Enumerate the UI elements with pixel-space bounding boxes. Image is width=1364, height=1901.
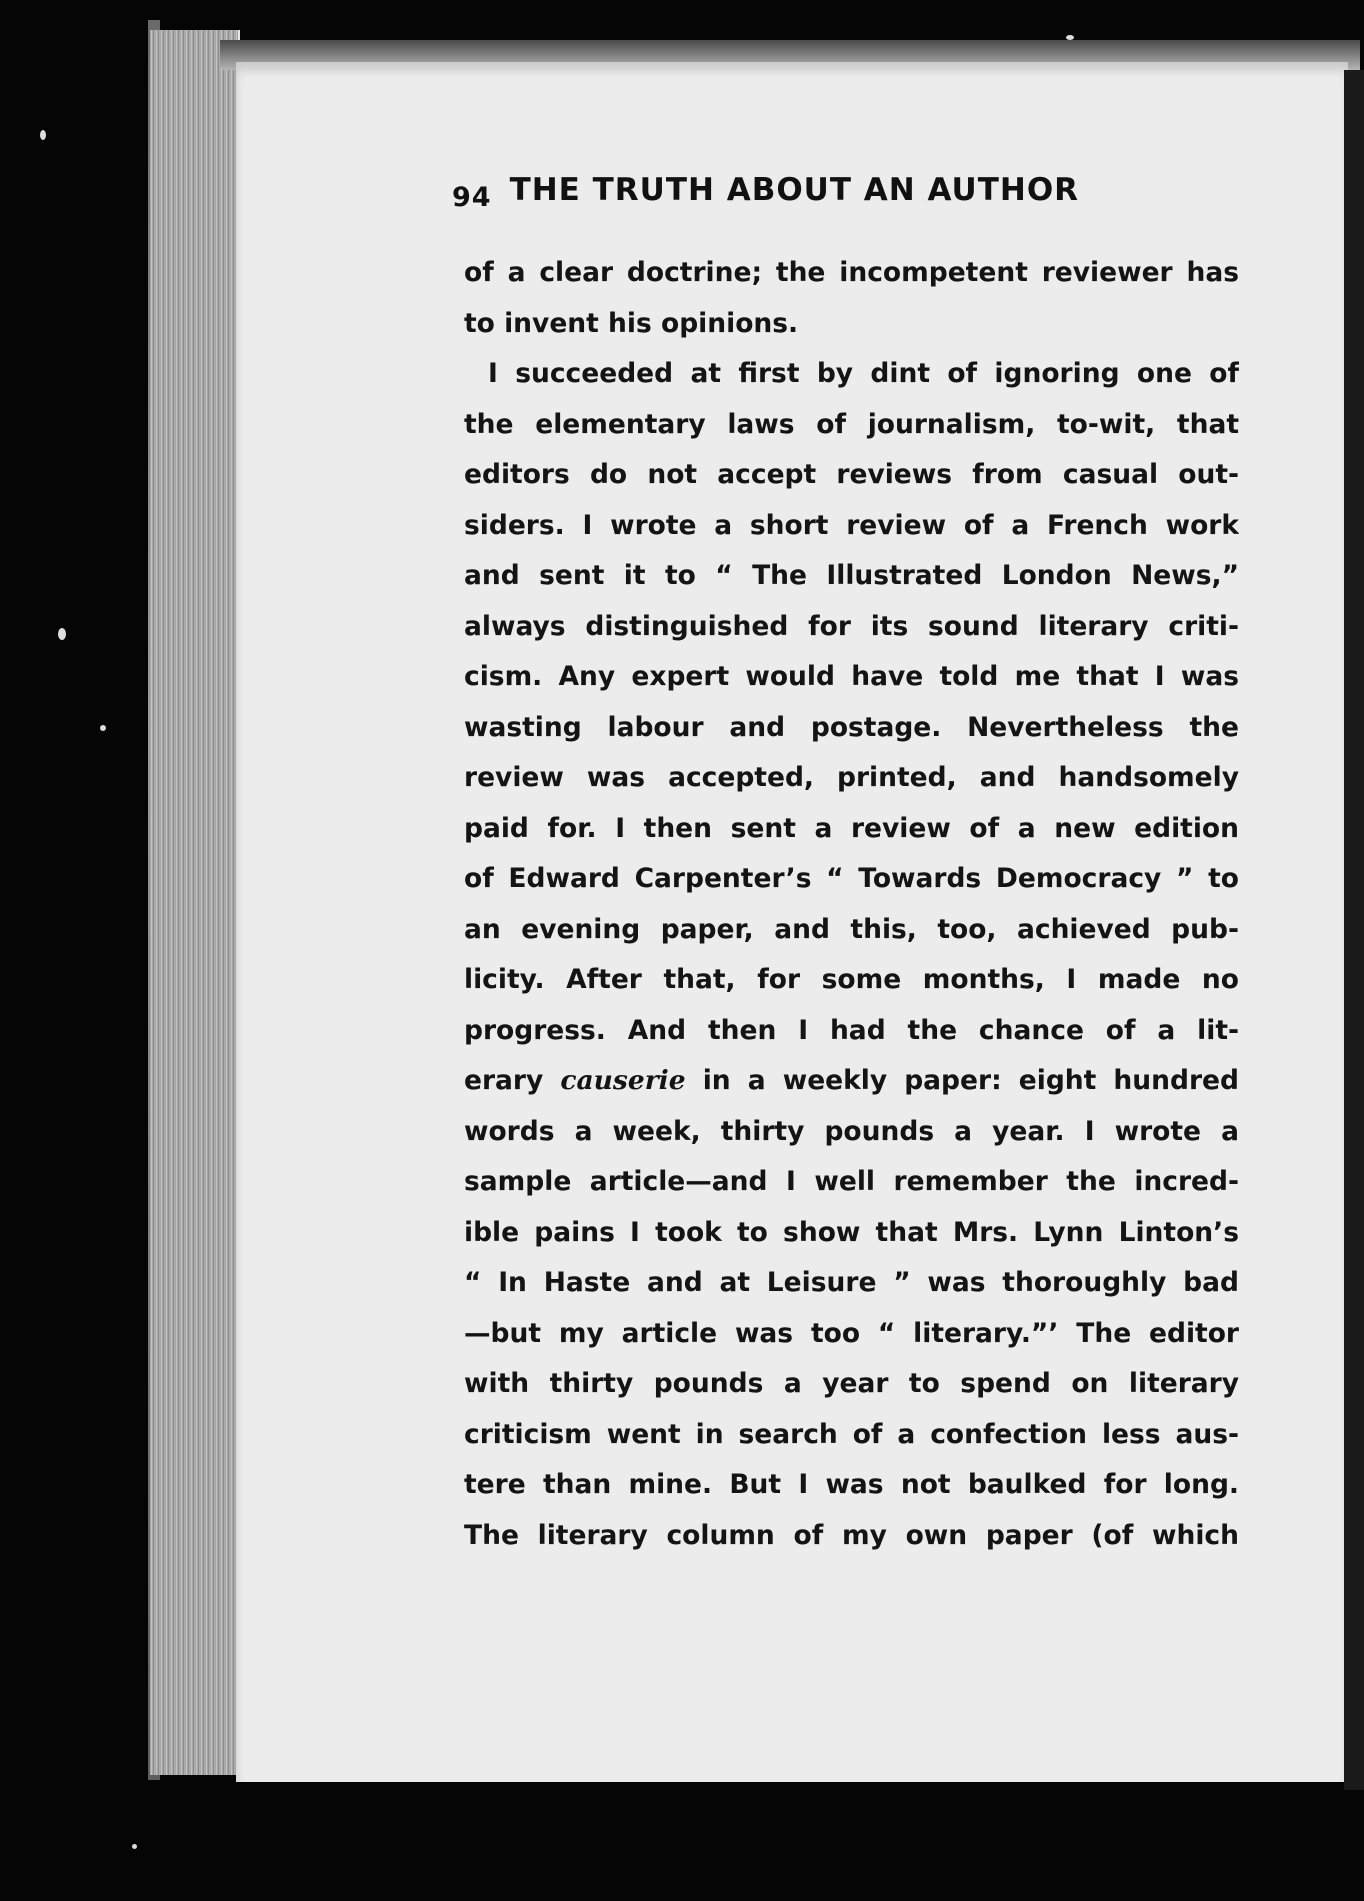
text-line: sample article—and I well remember the incred- <box>464 1166 1239 1197</box>
text-line: cism. Any expert would have told me that I was <box>464 661 1239 692</box>
text-line: and sent it to “ The Illustrated London News,” <box>464 560 1239 591</box>
next-page-edge <box>1344 70 1364 1790</box>
text-line: wasting labour and postage. Nevertheless the <box>464 711 1239 743</box>
text-line: with thirty pounds a year to spend on literary <box>464 1368 1239 1399</box>
text-line: an evening paper, and this, too, achieved pub- <box>464 913 1239 945</box>
text-line: review was accepted, printed, and handsomely <box>464 762 1239 793</box>
page-number: 94 <box>452 182 492 213</box>
text-line: tere than mine. But I was not baulked for long. <box>464 1469 1239 1500</box>
text-line: criticism went in search of a confection less aus- <box>464 1418 1239 1450</box>
text-line: licity. After that, for some months, I made no <box>464 964 1239 995</box>
text-line: siders. I wrote a short review of a French work <box>464 509 1239 541</box>
text-line: of a clear doctrine; the incompetent reviewer has <box>464 257 1239 288</box>
text-line: “ In Haste and at Leisure ” was thoroughly bad <box>464 1267 1239 1298</box>
text-line: progress. And then I had the chance of a lit- <box>464 1014 1239 1046</box>
text-line: ible pains I took to show that Mrs. Lynn Linton’s <box>464 1216 1239 1248</box>
running-head-title: THE TRUTH ABOUT AN AUTHOR <box>509 172 1080 208</box>
text-line: always distinguished for its sound literary criti- <box>464 610 1239 642</box>
text-line: the elementary laws of journalism, to-wit, that <box>464 408 1239 440</box>
running-head <box>452 172 1242 222</box>
text-line: The literary column of my own paper (of which <box>464 1519 1239 1551</box>
text-line: I succeeded at first by dint of ignoring one of <box>488 358 1239 389</box>
text-line: —but my article was too “ literary.”’ The editor <box>464 1317 1239 1349</box>
page-block-edges <box>150 30 240 1775</box>
text-line: paid for. I then sent a review of a new edition <box>464 812 1239 844</box>
text-line: erary causerie in a weekly paper: eight hundred <box>464 1065 1239 1096</box>
text-line: of Edward Carpenter’s “ Towards Democracy ” to <box>464 863 1239 894</box>
body-text <box>464 248 1239 1561</box>
text-line: words a week, thirty pounds a year. I wrote a <box>464 1115 1239 1147</box>
text-line: to invent his opinions. <box>464 307 799 339</box>
text-line: editors do not accept reviews from casual out- <box>464 459 1239 490</box>
italic-word: causerie <box>560 1065 686 1096</box>
